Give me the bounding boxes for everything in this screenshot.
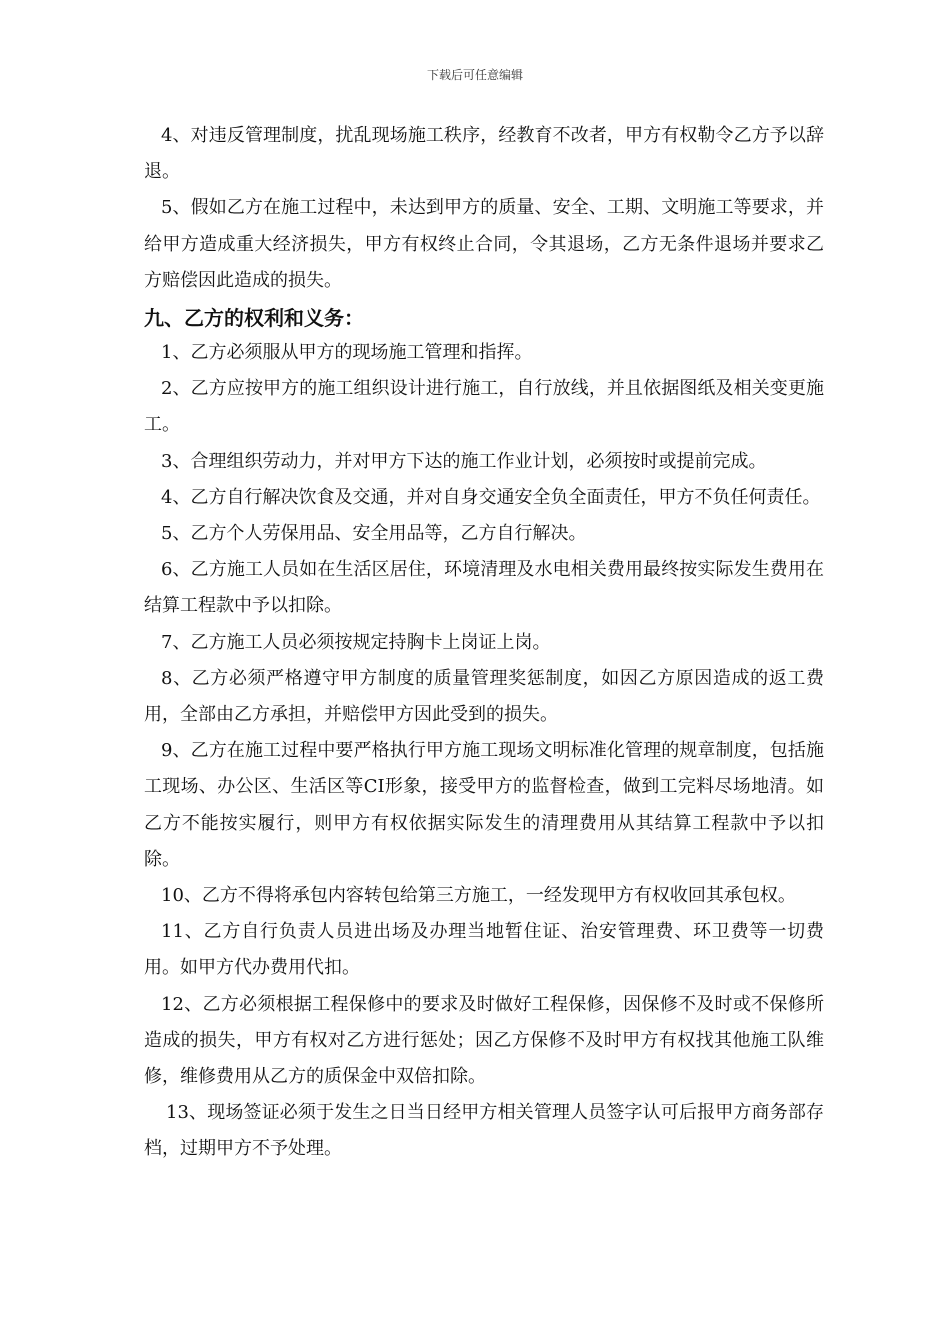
- clause-9-8: 8、乙方必须严格遵守甲方制度的质量管理奖惩制度，如因乙方原因造成的返工费用，全部由乙方承担，并赔偿甲方因此受到的损失。: [144, 667, 824, 726]
- page-header-note: 下载后可任意编辑: [426, 68, 523, 82]
- clause-9-4: 4、乙方自行解决饮食及交通，并对自身交通安全负全面责任，甲方不负任何责任。: [161, 486, 821, 508]
- section-9-title: 九、乙方的权利和义务：: [144, 306, 364, 331]
- clause-9-10: 10、乙方不得将承包内容转包给第三方施工，一经发现甲方有权收回其承包权。: [161, 885, 796, 907]
- clause-9-1: 1、乙方必须服从甲方的现场施工管理和指挥。: [161, 342, 533, 364]
- clause-9-2: 2、乙方应按甲方的施工组织设计进行施工，自行放线，并且依据图纸及相关变更施工。: [144, 378, 824, 436]
- document-body: [144, 118, 824, 1168]
- clause-9-12: 12、乙方必须根据工程保修中的要求及时做好工程保修，因保修不及时或不保修所造成的损失，甲方有权对乙方进行惩处；因乙方保修不及时甲方有权找其他施工队维修，维修费用从乙方的质保金中双倍扣除。: [144, 993, 824, 1088]
- clause-9-6: 6、乙方施工人员如在生活区居住，环境清理及水电相关费用最终按实际发生费用在结算工程款中予以扣除。: [144, 559, 824, 617]
- clause-9-9: 9、乙方在施工过程中要严格执行甲方施工现场文明标准化管理的规章制度，包括施工现场、办公区、生活区等CI形象，接受甲方的监督检查，做到工完料尽场地清。如乙方不能按实履行，则甲方有权依据实际发生的清理费用从其结算工程款中予以扣除。: [144, 740, 824, 870]
- clause-9-11: 11、乙方自行负责人员进出场及办理当地暂住证、治安管理费、环卫费等一切费用。如甲方代办费用代扣。: [144, 921, 824, 979]
- clause-9-7: 7、乙方施工人员必须按规定持胸卡上岗证上岗。: [161, 631, 551, 653]
- clause-8-4: 4、对违反管理制度，扰乱现场施工秩序，经教育不改者，甲方有权勒令乙方予以辞退。: [144, 125, 824, 183]
- clause-9-3: 3、合理组织劳动力，并对甲方下达的施工作业计划，必须按时或提前完成。: [161, 450, 767, 472]
- clause-8-5: 5、假如乙方在施工过程中，未达到甲方的质量、安全、工期、文明施工等要求，并给甲方造成重大经济损失，甲方有权终止合同，令其退场，乙方无条件退场并要求乙方赔偿因此造成的损失。: [144, 197, 824, 291]
- clause-9-5: 5、乙方个人劳保用品、安全用品等，乙方自行解决。: [161, 523, 587, 545]
- clause-9-13: 13、现场签证必须于发生之日当日经甲方相关管理人员签字认可后报甲方商务部存档，过期甲方不予处理。: [144, 1102, 824, 1160]
